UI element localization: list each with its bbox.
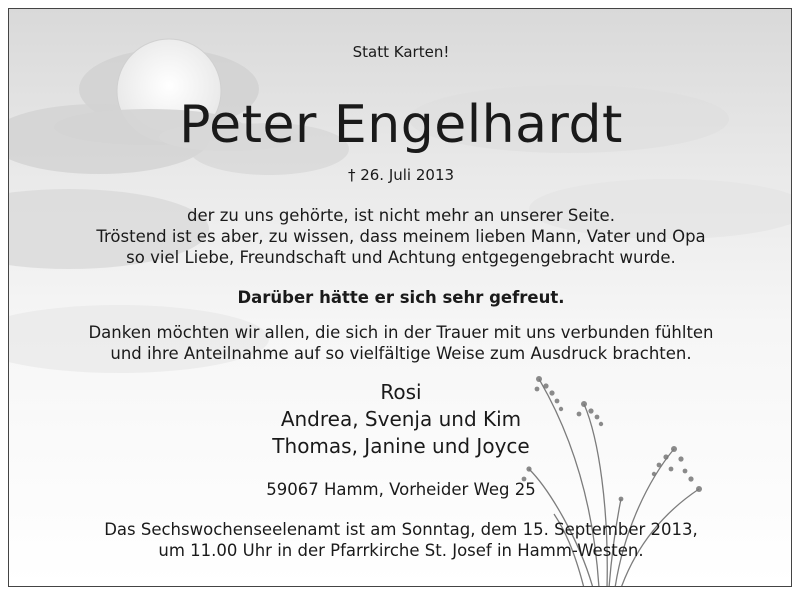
notice-text	[9, 9, 792, 587]
thanks-line: und ihre Anteilnahme auf so vielfältige Weise zum Ausdruck brachten.	[110, 344, 692, 363]
thanks-line: Danken möchten wir allen, die sich in der Trauer mit uns verbunden fühlten	[88, 323, 714, 342]
message-line: der zu uns gehörte, ist nicht mehr an unserer Seite.	[187, 206, 615, 225]
family-name: Andrea, Svenja und Kim	[280, 407, 522, 431]
message-line: Tröstend ist es aber, zu wissen, dass meinem lieben Mann, Vater und Opa	[96, 227, 706, 246]
intro-text: Statt Karten!	[352, 43, 450, 61]
message-line: so viel Liebe, Freundschaft und Achtung entgegengebracht wurde.	[126, 248, 676, 267]
family-name: Thomas, Janine und Joyce	[272, 434, 530, 458]
service-line: Das Sechswochenseelenamt ist am Sonntag, dem 15. September 2013,	[104, 520, 698, 539]
family-name: Rosi	[380, 380, 422, 404]
address-text: 59067 Hamm, Vorheider Weg 25	[266, 480, 536, 499]
obituary-notice	[8, 8, 792, 587]
death-date: † 26. Juli 2013	[347, 166, 455, 184]
service-line: um 11.00 Uhr in der Pfarrkirche St. Josef in Hamm-Westen.	[158, 541, 644, 560]
emphasis-text: Darüber hätte er sich sehr gefreut.	[237, 288, 565, 307]
deceased-name: Peter Engelhardt	[179, 95, 623, 155]
